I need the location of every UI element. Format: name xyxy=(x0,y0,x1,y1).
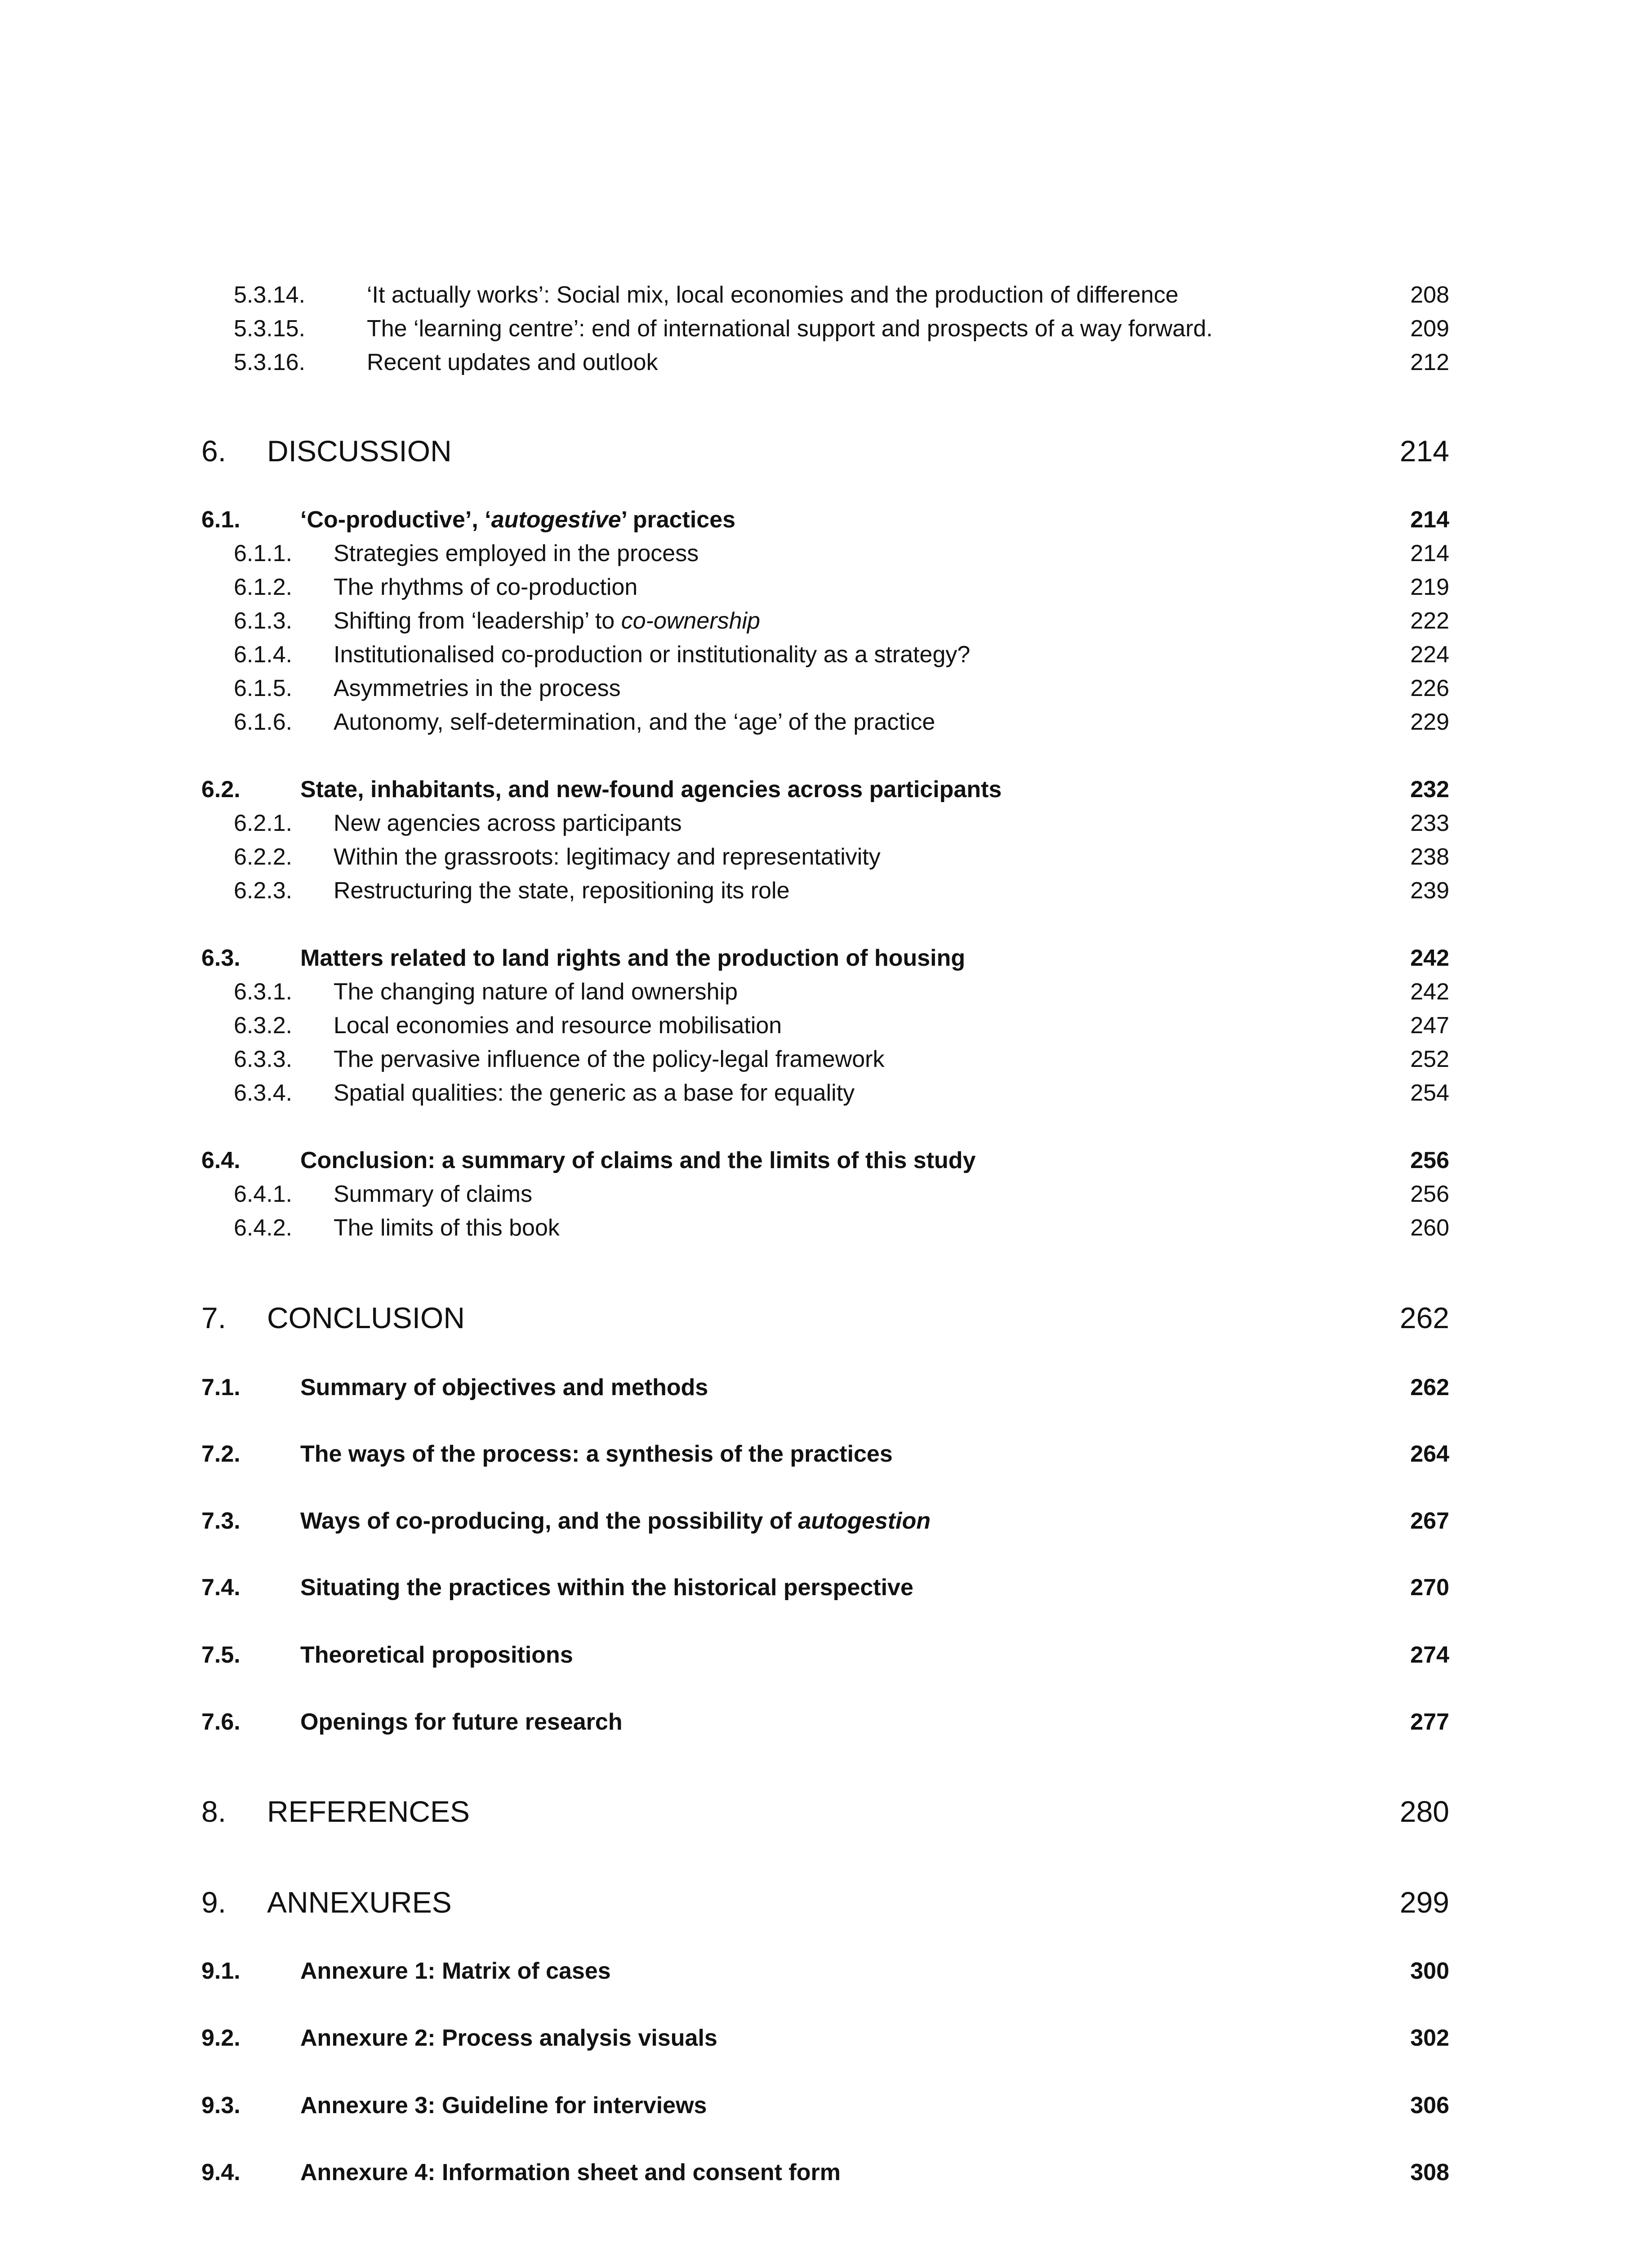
section-number: 7.2. xyxy=(201,1441,240,1467)
section-title: ‘Co-productive’, ‘autogestive’ practices xyxy=(300,507,736,533)
entry-title: ‘It actually works’: Social mix, local economies and the production of difference xyxy=(367,282,1179,308)
section-page: 256 xyxy=(1410,1147,1449,1173)
entry-page: 229 xyxy=(1410,709,1449,735)
chapter-page: 262 xyxy=(1399,1301,1449,1334)
section-page: 270 xyxy=(1410,1574,1449,1601)
section-title: Matters related to land rights and the production of housing xyxy=(300,945,966,971)
entry-number: 6.2.2. xyxy=(234,844,293,870)
entry-title: Autonomy, self-determination, and the ‘age’ of the practice xyxy=(334,709,935,735)
section-number: 9.3. xyxy=(201,2092,240,2119)
entry-title: Local economies and resource mobilisation xyxy=(334,1012,782,1039)
section-page: 274 xyxy=(1410,1642,1449,1668)
section-page: 308 xyxy=(1410,2159,1449,2186)
section-number: 7.1. xyxy=(201,1374,240,1401)
section-page: 242 xyxy=(1410,945,1449,971)
entry-title: Within the grassroots: legitimacy and representativity xyxy=(334,844,881,870)
chapter-number: 9. xyxy=(201,1886,227,1919)
entry-title: Asymmetries in the process xyxy=(334,675,621,701)
entry-page: 242 xyxy=(1410,979,1449,1005)
entry-number: 6.1.3. xyxy=(234,608,293,634)
chapter-page: 214 xyxy=(1399,434,1449,468)
section-title: Annexure 4: Information sheet and consent form xyxy=(300,2159,841,2186)
section-number: 6.3. xyxy=(201,945,240,971)
section-title: Summary of objectives and methods xyxy=(300,1374,708,1401)
entry-number: 6.3.3. xyxy=(234,1046,293,1072)
section-title: Situating the practices within the historical perspective xyxy=(300,1574,913,1601)
entry-title: The limits of this book xyxy=(334,1215,560,1241)
section-title: State, inhabitants, and new-found agencies across participants xyxy=(300,776,1002,803)
entry-number: 6.4.1. xyxy=(234,1181,293,1207)
section-page: 302 xyxy=(1410,2025,1449,2051)
chapter-number: 8. xyxy=(201,1795,227,1828)
chapter-page: 299 xyxy=(1399,1886,1449,1919)
section-title: Ways of co-producing, and the possibility of autogestion xyxy=(300,1508,931,1534)
section-page: 267 xyxy=(1410,1508,1449,1534)
entry-title: Institutionalised co-production or institutionality as a strategy? xyxy=(334,642,971,668)
chapter-title: ANNEXURES xyxy=(267,1886,452,1919)
entry-number: 6.1.2. xyxy=(234,574,293,600)
entry-title: New agencies across participants xyxy=(334,810,682,836)
entry-number: 6.1.4. xyxy=(234,642,293,668)
entry-number: 5.3.16. xyxy=(234,349,306,375)
entry-title: The changing nature of land ownership xyxy=(334,979,738,1005)
entry-title: Summary of claims xyxy=(334,1181,533,1207)
section-number: 6.1. xyxy=(201,507,240,533)
chapter-number: 7. xyxy=(201,1301,227,1334)
entry-page: 212 xyxy=(1410,349,1449,375)
entry-title: Strategies employed in the process xyxy=(334,540,699,566)
entry-number: 6.4.2. xyxy=(234,1215,293,1241)
entry-number: 6.3.4. xyxy=(234,1080,293,1106)
entry-page: 209 xyxy=(1410,316,1449,342)
chapter-title: CONCLUSION xyxy=(267,1301,465,1334)
section-page: 306 xyxy=(1410,2092,1449,2119)
section-title: Annexure 1: Matrix of cases xyxy=(300,1958,611,1984)
section-number: 6.2. xyxy=(201,776,240,803)
chapter-title: DISCUSSION xyxy=(267,434,452,468)
section-number: 7.4. xyxy=(201,1574,240,1601)
entry-page: 238 xyxy=(1410,844,1449,870)
section-page: 277 xyxy=(1410,1709,1449,1735)
entry-number: 6.1.5. xyxy=(234,675,293,701)
section-title: The ways of the process: a synthesis of the practices xyxy=(300,1441,893,1467)
section-number: 9.1. xyxy=(201,1958,240,1984)
entry-title: Restructuring the state, repositioning its role xyxy=(334,878,790,904)
section-number: 6.4. xyxy=(201,1147,240,1173)
chapter-title: REFERENCES xyxy=(267,1795,470,1828)
entry-page: 254 xyxy=(1410,1080,1449,1106)
entry-title: Recent updates and outlook xyxy=(367,349,658,375)
section-number: 7.5. xyxy=(201,1642,240,1668)
entry-page: 252 xyxy=(1410,1046,1449,1072)
entry-page: 239 xyxy=(1410,878,1449,904)
section-number: 7.3. xyxy=(201,1508,240,1534)
entry-page: 233 xyxy=(1410,810,1449,836)
entry-number: 6.3.1. xyxy=(234,979,293,1005)
entry-number: 6.2.1. xyxy=(234,810,293,836)
section-page: 264 xyxy=(1410,1441,1449,1467)
entry-page: 222 xyxy=(1410,608,1449,634)
section-title: Annexure 2: Process analysis visuals xyxy=(300,2025,717,2051)
section-title: Openings for future research xyxy=(300,1709,623,1735)
entry-title: The pervasive influence of the policy-legal framework xyxy=(334,1046,885,1072)
entry-page: 247 xyxy=(1410,1012,1449,1039)
section-title: Conclusion: a summary of claims and the limits of this study xyxy=(300,1147,976,1173)
section-page: 262 xyxy=(1410,1374,1449,1401)
entry-page: 260 xyxy=(1410,1215,1449,1241)
section-number: 9.2. xyxy=(201,2025,240,2051)
entry-page: 214 xyxy=(1410,540,1449,566)
entry-title: Shifting from ‘leadership’ to co-ownership xyxy=(334,608,760,634)
section-title: Annexure 3: Guideline for interviews xyxy=(300,2092,707,2119)
entry-page: 208 xyxy=(1410,282,1449,308)
entry-number: 6.3.2. xyxy=(234,1012,293,1039)
entry-number: 6.2.3. xyxy=(234,878,293,904)
entry-page: 224 xyxy=(1410,642,1449,668)
entry-title: Spatial qualities: the generic as a base for equality xyxy=(334,1080,855,1106)
section-page: 300 xyxy=(1410,1958,1449,1984)
chapter-number: 6. xyxy=(201,434,227,468)
section-title: Theoretical propositions xyxy=(300,1642,573,1668)
section-page: 232 xyxy=(1410,776,1449,803)
section-number: 9.4. xyxy=(201,2159,240,2186)
entry-number: 6.1.1. xyxy=(234,540,293,566)
entry-page: 226 xyxy=(1410,675,1449,701)
entry-number: 6.1.6. xyxy=(234,709,293,735)
entry-number: 5.3.15. xyxy=(234,316,306,342)
entry-title: The rhythms of co-production xyxy=(334,574,638,600)
entry-title: The ‘learning centre’: end of international support and prospects of a way forward. xyxy=(367,316,1213,342)
entry-page: 219 xyxy=(1410,574,1449,600)
section-page: 214 xyxy=(1410,507,1449,533)
chapter-page: 280 xyxy=(1399,1795,1449,1828)
entry-number: 5.3.14. xyxy=(234,282,306,308)
entry-page: 256 xyxy=(1410,1181,1449,1207)
section-number: 7.6. xyxy=(201,1709,240,1735)
